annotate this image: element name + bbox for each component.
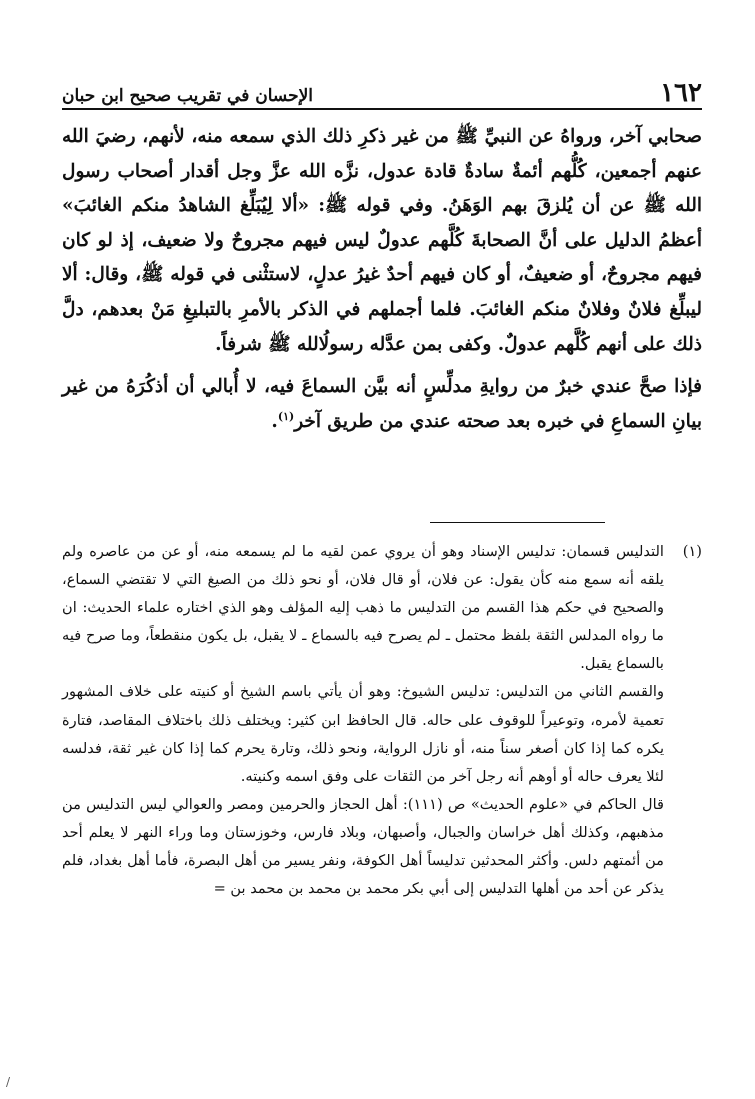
footnote-paragraph: قال الحاكم في «علوم الحديث» ص (١١١): أهل الحجاز والحرمين ومصر والعوالي ليس التدليس من مذهبهم، وكذلك أهل خراسان والجبال، وأصبهان، وبلاد فارس، وخوزستان وما وراء النهر لا يعلم أحد من أئمتهم دلس. وأكثر المحدثين تدليساً أهل الكوفة، ونفر يسير من أهل البصرة، فأما أهل بغداد، فلم يذكر عن أحد من أهلها التدليس إلى أبي بكر محمد بن محمد بن محمد بن = xyxy=(62,795,665,898)
page-header xyxy=(62,74,702,106)
footnote-item xyxy=(62,538,702,678)
running-title: الإحسان في تقريب صحيح ابن حبان xyxy=(62,86,313,106)
footnote-paragraph: التدليس قسمان: تدليس الإسناد وهو أن يروي عمن لقيه ما لم يسمعه منه، أو عن من عاصره ولم يلقه أنه سمع منه كأن يقول: عن فلان، أو قال فلان، أو نحو ذلك من الصيغ التي لا تقتضي السماع، والصحيح في حكم هذا القسم من التدليس ما ذهب إليه المؤلف وهو الذي اختاره علماء الحديث: ان ما رواه المدلس الثقة بلفظ محتمل ـ لم يصرح فيه بالسماع ـ لا يقبل، بل يكون منقطعاً، وما صرح فيه بالسماع يقبل. xyxy=(62,543,664,673)
footnote-paragraph: والقسم الثاني من التدليس: تدليس الشيوخ: وهو أن يأتي باسم الشيخ أو كنيته على خلاف المشهور تعمية لأمره، وتوعيراً للوقوف على حاله. قال الحافظ ابن كثير: ويختلف ذلك باختلاف المقاصد، فتارة يكره كما إذا كان أصغر سناً منه، أو نازل الرواية، ونحو ذلك، وتارة يحرم كما إذا كان غير ثقة، فدلسه لئلا يعرف حاله أو أوهم أنه رجل آخر من الثقات على وفق اسمه وكنيته. xyxy=(62,683,664,785)
main-paragraph: صحابي آخر، ورواهُ عن النبيِّ ﷺ من غير ذكرِ ذلك الذي سمعه منه، لأنهم، رضيَ الله عنهم أجمعين، كُلُّهم أئمةٌ سادةٌ قادة عدول، نزَّه الله عزَّ وجل أقدار أصحاب رسول الله ﷺ عن أن يُلزقَ بهم الوَهَنُ. وفي قوله ﷺ: «ألا لِيُبَلِّغ الشاهدُ منكم الغائبَ» أعظمُ الدليل على أنَّ الصحابةَ كُلَّهم عدولٌ ليس فيهم مجروحٌ ولا ضعيف، إذ لو كان فيهم مجروحٌ، أو ضعيفٌ، أو كان فيهم أحدٌ غيرُ عدلٍ، لاستثْنى في قوله ﷺ، وقال: ألا ليبلِّغ فلانٌ وفلانٌ منكم الغائبَ. فلما أجملهم في الذكر بالأمرِ بالتبليغِ مَنْ بعدهم، دلَّ ذلك على أنهم كُلَّهم عدولٌ. وكفى بمن عدَّله رسولُالله ﷺ شرفاً. xyxy=(62,126,702,355)
main-paragraph-text: فإذا صحَّ عندي خبرٌ من روايةِ مدلِّسٍ أنه بيَّن السماعَ فيه، لا أُبالي أن أذكُرَهُ من غير بيانِ السماعِ في خبره بعد صحته عندي من طريق آخر xyxy=(62,376,702,432)
footnote-marker[interactable]: (١) xyxy=(277,409,295,423)
header-rule xyxy=(62,108,702,110)
page-number: ١٦٢ xyxy=(660,78,702,108)
main-paragraph: فإذا صحَّ عندي خبرٌ من روايةِ مدلِّسٍ أنه بيَّن السماعَ فيه، لا أُبالي أن أذكُرَهُ من غير بيانِ السماعِ في خبره بعد صحته عندي من طريق آخر$^{(١)}$. xyxy=(62,376,702,432)
footnote-rule xyxy=(430,522,605,523)
main-text xyxy=(62,120,702,439)
footnote-number: (١) xyxy=(682,543,702,560)
edge-mark: / xyxy=(6,1075,11,1089)
footnotes xyxy=(62,538,702,903)
